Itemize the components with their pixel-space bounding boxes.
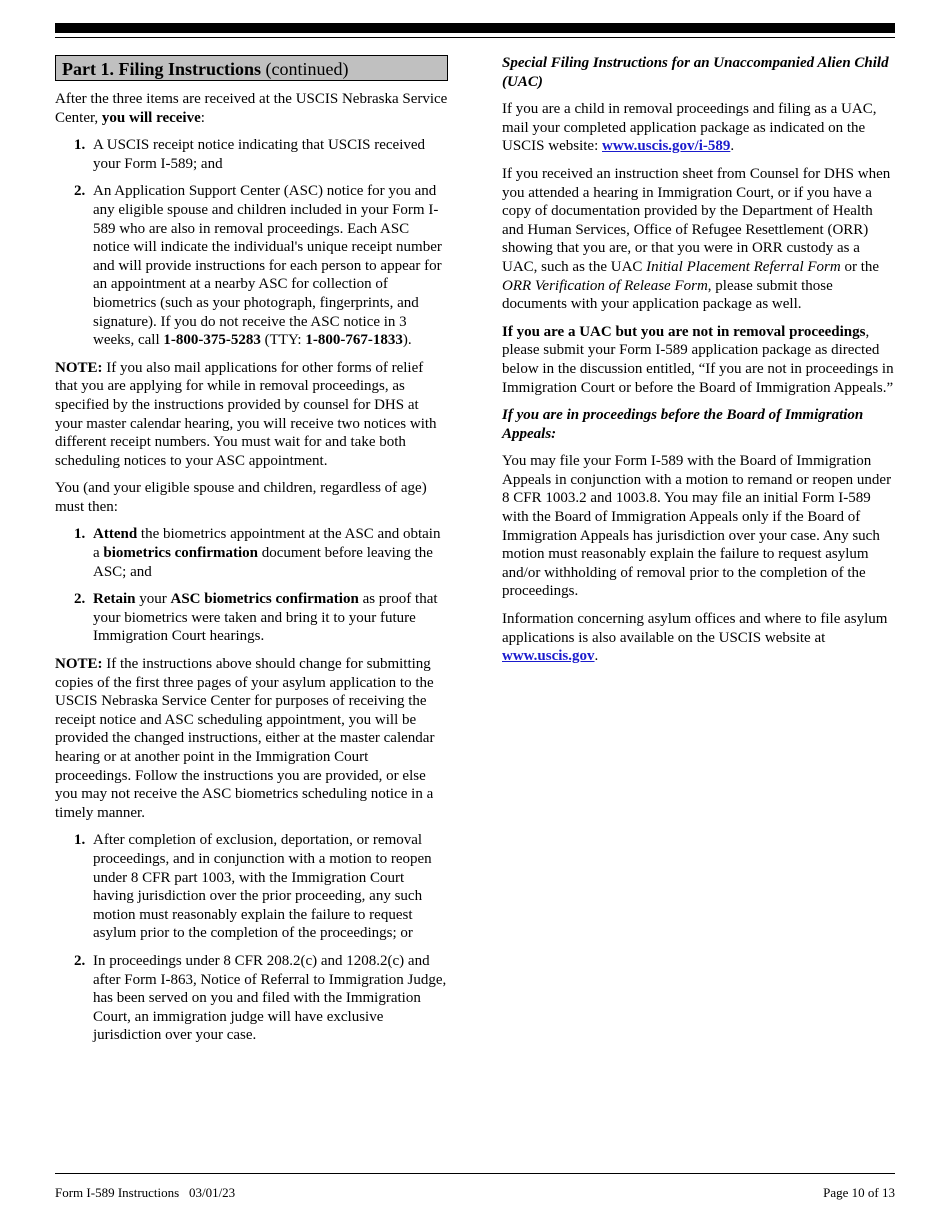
uac-paragraph: If you are a child in removal proceedings and filing as a UAC, mail your completed application package as indicated on the USCIS website: www.uscis.gov/i-589. [502,101,877,155]
footer-page-number: Page 10 of 13 [823,1185,895,1200]
top-thin-rule [55,37,895,38]
uscis-i589-link[interactable]: www.uscis.gov/i-589 [602,138,731,155]
receive-list [55,136,448,350]
top-thick-rule [55,23,895,33]
intro-paragraph: After the three items are received at the USCIS Nebraska Service Center, you will receive: [55,91,448,126]
list-item: 2. Retain your ASC biometrics confirmation as proof that your biometrics were taken and bring it to your future Immigration Court hearings. [74,591,438,645]
must-then-paragraph: You (and your eligible spouse and children, regardless of age) must then: [55,480,427,515]
footer-rule [55,1173,895,1174]
list-item: 1. Attend the biometrics appointment at the ASC and obtain a biometrics confirmation document before leaving the ASC; and [74,526,441,580]
uac-documents-paragraph: If you received an instruction sheet from Counsel for DHS when you attended a hearing in Immigration Court, or if you have a copy of documentation provided by the Department of Health and Human Services, Office of Refugee Resettlement (ORR) showing that you are, or that you were in ORR custody as a UAC, such as the UAC Initial Placement Referral Form or the ORR Verification of Release Form, please submit those documents with your application package as well. [502,165,891,313]
left-column [55,55,448,1054]
then-list [55,525,448,646]
part-header [55,55,448,81]
list-item: 2. In proceedings under 8 CFR 208.2(c) and 1208.2(c) and after Form I-863, Notice of Referral to Immigration Judge, has been served on you and filed with the Immigration Court, an immigration judge will have exclusive jurisdiction over your case. [74,952,447,1044]
uac-heading: Special Filing Instructions for an Unaccompanied Alien Child (UAC) [502,55,889,90]
info-paragraph: Information concerning asylum offices and where to file asylum applications is also available on the USCIS website at www.uscis.gov. [502,611,888,665]
right-column [502,54,897,675]
list-item: 2. An Application Support Center (ASC) notice for you and any eligible spouse and children included in your Form I-589 who are also in removal proceedings. Each ASC notice will indicate the individual's unique receipt number and will provide instructions for each person to appear for an appointment at a nearby ASC for collection of biometrics (such as your photograph, fingerprints, and signature). If you do not receive the ASC notice in 3 weeks, call 1-800-375-5283 (TTY: 1-800-767-1833). [74,183,442,349]
list-item: 1. After completion of exclusion, deportation, or removal proceedings, and in conjunction with a motion to reopen under 8 CFR part 1003, with the Immigration Court having jurisdiction over the prior proceeding, any such motion must reasonably explain the failure to request asylum prior to the completion of the proceedings; or [74,832,432,942]
part-title: Part 1. Filing Instructions [62,59,262,79]
uscis-website-link[interactable]: www.uscis.gov [502,648,595,665]
uac-not-in-proceedings-paragraph: If you are a UAC but you are not in removal proceedings, please submit your Form I-589 application package as directed below in the discussion entitled, “If you are not in proceedings in Immigration Court or before the Board of Immigration Appeals.” [502,323,894,396]
phone-number: 1-800-375-5283 [163,332,261,349]
footer-form-info: Form I-589 Instructions 03/01/23 [55,1185,236,1200]
jurisdiction-list [55,831,448,1045]
part-suffix: (continued) [261,59,349,79]
bia-paragraph: You may file your Form I-589 with the Board of Immigration Appeals in conjunction with a motion to remand or reopen under 8 CFR 1003.2 and 1003.8. You may file an initial Form I-589 with the Board of Immigration Appeals only if the Board of Immigration Appeals has jurisdiction over your case. Any such motion must reasonably explain the failure to request asylum and/or withholding of removal prior to the completion of the proceedings. [502,453,892,600]
note-paragraph: NOTE: If you also mail applications for other forms of relief that you are applying for while in removal proceedings, as specified by the instructions provided by counsel for DHS at your master calendar hearing, you will receive two notices with different receipt numbers. You must wait for and take both scheduling notices to your ASC appointment. [55,359,437,469]
note-paragraph: NOTE: If the instructions above should change for submitting copies of the first three pages of your asylum application to the USCIS Nebraska Service Center for purposes of receiving the receipt notice and ASC scheduling appointment, you will be provided the changed instructions, either at the master calendar hearing or at another point in the Immigration Court proceedings. Follow the instructions you are provided, or else you may not receive the ASC biometrics scheduling notice in a timely manner. [55,656,435,821]
list-item: 1. A USCIS receipt notice indicating that USCIS received your Form I-589; and [74,137,426,172]
tty-number: 1-800-767-1833 [305,332,403,349]
bia-heading: If you are in proceedings before the Board of Immigration Appeals: [502,407,864,442]
